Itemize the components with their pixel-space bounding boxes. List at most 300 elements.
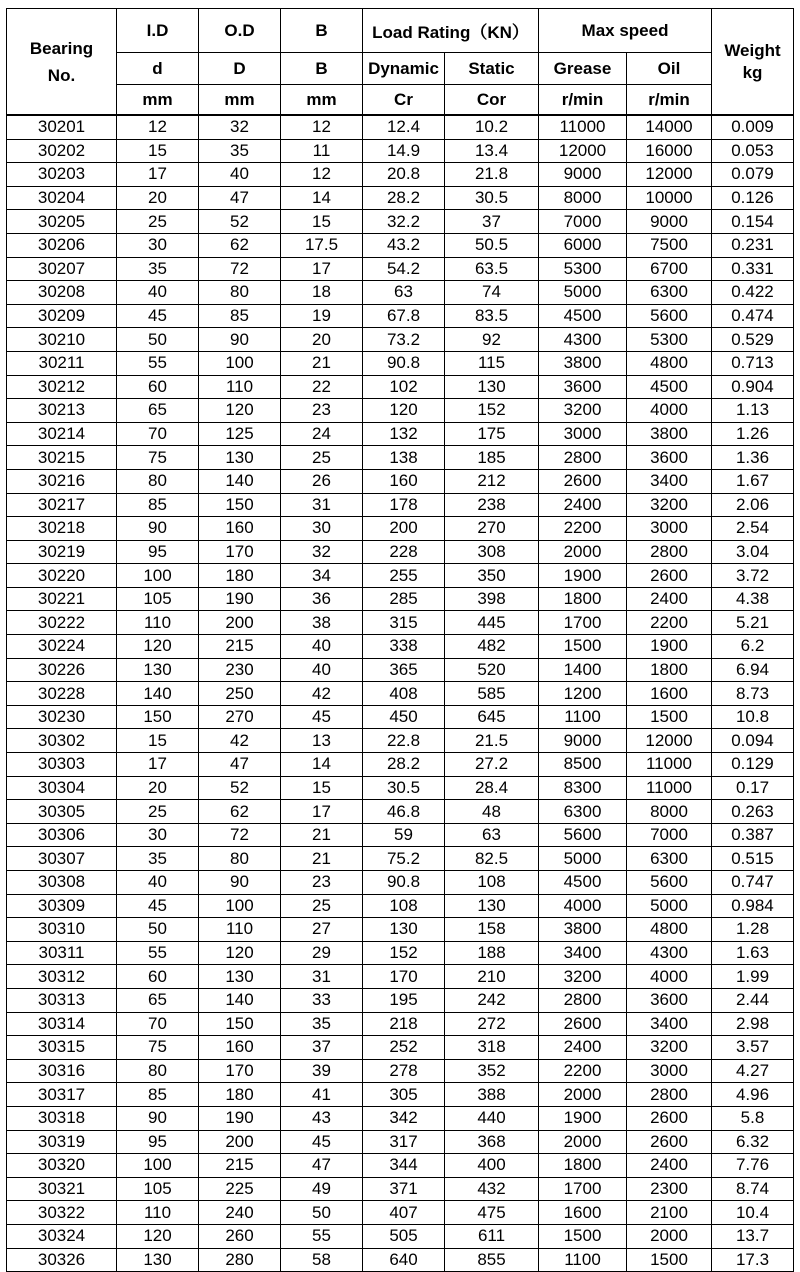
- cell-width-b: 50: [281, 1201, 363, 1225]
- cell-outer-diameter: 190: [199, 1106, 281, 1130]
- cell-width-b: 14: [281, 753, 363, 777]
- cell-weight: 0.094: [712, 729, 794, 753]
- cell-static-load: 48: [445, 800, 539, 824]
- header-bearing-line1: Bearing: [29, 38, 94, 58]
- cell-grease-speed: 2000: [539, 1130, 627, 1154]
- cell-static-load: 130: [445, 894, 539, 918]
- cell-oil-speed: 1500: [627, 705, 712, 729]
- cell-outer-diameter: 200: [199, 611, 281, 635]
- table-row: [7, 611, 794, 635]
- cell-outer-diameter: 160: [199, 517, 281, 541]
- cell-bearing-no: 30228: [7, 682, 117, 706]
- cell-static-load: 352: [445, 1059, 539, 1083]
- cell-static-load: 212: [445, 469, 539, 493]
- cell-inner-diameter: 75: [117, 446, 199, 470]
- cell-width-b: 45: [281, 1130, 363, 1154]
- header-symbol-d: d: [117, 53, 199, 85]
- table-row: [7, 894, 794, 918]
- cell-grease-speed: 4300: [539, 328, 627, 352]
- cell-dynamic-load: 32.2: [363, 210, 445, 234]
- cell-weight: 4.27: [712, 1059, 794, 1083]
- cell-dynamic-load: 408: [363, 682, 445, 706]
- cell-grease-speed: 3600: [539, 375, 627, 399]
- cell-inner-diameter: 80: [117, 469, 199, 493]
- cell-width-b: 42: [281, 682, 363, 706]
- cell-oil-speed: 1500: [627, 1248, 712, 1272]
- cell-bearing-no: 30206: [7, 233, 117, 257]
- table-row: [7, 587, 794, 611]
- cell-dynamic-load: 67.8: [363, 304, 445, 328]
- cell-outer-diameter: 150: [199, 493, 281, 517]
- cell-outer-diameter: 170: [199, 1059, 281, 1083]
- cell-dynamic-load: 200: [363, 517, 445, 541]
- cell-grease-speed: 4500: [539, 304, 627, 328]
- cell-inner-diameter: 65: [117, 988, 199, 1012]
- cell-bearing-no: 30212: [7, 375, 117, 399]
- cell-oil-speed: 14000: [627, 115, 712, 139]
- table-row: [7, 1154, 794, 1178]
- cell-dynamic-load: 120: [363, 399, 445, 423]
- cell-oil-speed: 6700: [627, 257, 712, 281]
- cell-dynamic-load: 22.8: [363, 729, 445, 753]
- cell-inner-diameter: 17: [117, 753, 199, 777]
- cell-width-b: 19: [281, 304, 363, 328]
- cell-outer-diameter: 52: [199, 210, 281, 234]
- cell-dynamic-load: 14.9: [363, 139, 445, 163]
- cell-grease-speed: 1600: [539, 1201, 627, 1225]
- cell-dynamic-load: 285: [363, 587, 445, 611]
- cell-weight: 10.8: [712, 705, 794, 729]
- cell-inner-diameter: 140: [117, 682, 199, 706]
- cell-width-b: 55: [281, 1224, 363, 1248]
- cell-bearing-no: 30315: [7, 1036, 117, 1060]
- cell-oil-speed: 2600: [627, 1106, 712, 1130]
- cell-grease-speed: 5000: [539, 847, 627, 871]
- cell-outer-diameter: 85: [199, 304, 281, 328]
- header-oil: Oil: [627, 53, 712, 85]
- cell-grease-speed: 8000: [539, 186, 627, 210]
- cell-outer-diameter: 215: [199, 635, 281, 659]
- cell-outer-diameter: 80: [199, 281, 281, 305]
- cell-grease-speed: 3800: [539, 918, 627, 942]
- cell-width-b: 22: [281, 375, 363, 399]
- cell-static-load: 400: [445, 1154, 539, 1178]
- cell-bearing-no: 30215: [7, 446, 117, 470]
- cell-static-load: 82.5: [445, 847, 539, 871]
- cell-static-load: 611: [445, 1224, 539, 1248]
- cell-grease-speed: 1400: [539, 658, 627, 682]
- cell-inner-diameter: 65: [117, 399, 199, 423]
- cell-bearing-no: 30310: [7, 918, 117, 942]
- cell-oil-speed: 6300: [627, 847, 712, 871]
- table-row: [7, 281, 794, 305]
- cell-outer-diameter: 225: [199, 1177, 281, 1201]
- cell-weight: 3.72: [712, 564, 794, 588]
- header-b: B: [281, 9, 363, 53]
- cell-weight: 1.28: [712, 918, 794, 942]
- cell-weight: 3.57: [712, 1036, 794, 1060]
- cell-static-load: 585: [445, 682, 539, 706]
- cell-oil-speed: 2400: [627, 587, 712, 611]
- cell-inner-diameter: 30: [117, 823, 199, 847]
- cell-grease-speed: 1700: [539, 1177, 627, 1201]
- cell-weight: 0.17: [712, 776, 794, 800]
- cell-grease-speed: 2800: [539, 446, 627, 470]
- cell-oil-speed: 12000: [627, 729, 712, 753]
- cell-oil-speed: 3600: [627, 446, 712, 470]
- cell-bearing-no: 30319: [7, 1130, 117, 1154]
- cell-bearing-no: 30205: [7, 210, 117, 234]
- cell-weight: 5.8: [712, 1106, 794, 1130]
- table-row: [7, 517, 794, 541]
- cell-grease-speed: 8300: [539, 776, 627, 800]
- cell-weight: 0.263: [712, 800, 794, 824]
- cell-dynamic-load: 46.8: [363, 800, 445, 824]
- cell-bearing-no: 30214: [7, 422, 117, 446]
- cell-width-b: 25: [281, 446, 363, 470]
- cell-oil-speed: 9000: [627, 210, 712, 234]
- cell-grease-speed: 1200: [539, 682, 627, 706]
- cell-static-load: 445: [445, 611, 539, 635]
- cell-dynamic-load: 12.4: [363, 115, 445, 139]
- cell-oil-speed: 4800: [627, 918, 712, 942]
- table-row: [7, 210, 794, 234]
- cell-weight: 0.387: [712, 823, 794, 847]
- cell-outer-diameter: 270: [199, 705, 281, 729]
- cell-width-b: 31: [281, 965, 363, 989]
- cell-width-b: 12: [281, 115, 363, 139]
- cell-weight: 0.984: [712, 894, 794, 918]
- cell-width-b: 24: [281, 422, 363, 446]
- cell-weight: 0.331: [712, 257, 794, 281]
- table-row: [7, 399, 794, 423]
- cell-dynamic-load: 73.2: [363, 328, 445, 352]
- header-grease: Grease: [539, 53, 627, 85]
- cell-bearing-no: 30311: [7, 941, 117, 965]
- cell-static-load: 242: [445, 988, 539, 1012]
- cell-bearing-no: 30207: [7, 257, 117, 281]
- cell-outer-diameter: 150: [199, 1012, 281, 1036]
- cell-outer-diameter: 110: [199, 918, 281, 942]
- cell-width-b: 39: [281, 1059, 363, 1083]
- table-row: [7, 847, 794, 871]
- cell-inner-diameter: 105: [117, 1177, 199, 1201]
- cell-dynamic-load: 108: [363, 894, 445, 918]
- cell-inner-diameter: 100: [117, 564, 199, 588]
- cell-grease-speed: 2800: [539, 988, 627, 1012]
- cell-grease-speed: 1500: [539, 635, 627, 659]
- cell-bearing-no: 30202: [7, 139, 117, 163]
- cell-oil-speed: 5000: [627, 894, 712, 918]
- cell-oil-speed: 5600: [627, 304, 712, 328]
- cell-grease-speed: 6300: [539, 800, 627, 824]
- cell-width-b: 21: [281, 847, 363, 871]
- cell-dynamic-load: 90.8: [363, 871, 445, 895]
- cell-width-b: 43: [281, 1106, 363, 1130]
- cell-weight: 5.21: [712, 611, 794, 635]
- cell-grease-speed: 11000: [539, 115, 627, 139]
- cell-oil-speed: 2100: [627, 1201, 712, 1225]
- cell-static-load: 37: [445, 210, 539, 234]
- cell-oil-speed: 3400: [627, 1012, 712, 1036]
- table-row: [7, 186, 794, 210]
- cell-grease-speed: 3400: [539, 941, 627, 965]
- cell-inner-diameter: 15: [117, 139, 199, 163]
- cell-static-load: 368: [445, 1130, 539, 1154]
- cell-inner-diameter: 40: [117, 281, 199, 305]
- cell-oil-speed: 5600: [627, 871, 712, 895]
- cell-bearing-no: 30303: [7, 753, 117, 777]
- cell-static-load: 21.5: [445, 729, 539, 753]
- cell-bearing-no: 30211: [7, 351, 117, 375]
- cell-oil-speed: 3600: [627, 988, 712, 1012]
- cell-weight: 0.129: [712, 753, 794, 777]
- table-row: [7, 823, 794, 847]
- table-row: [7, 257, 794, 281]
- cell-inner-diameter: 35: [117, 257, 199, 281]
- cell-inner-diameter: 110: [117, 611, 199, 635]
- cell-width-b: 14: [281, 186, 363, 210]
- cell-bearing-no: 30230: [7, 705, 117, 729]
- cell-width-b: 12: [281, 163, 363, 187]
- header-symbol-D: D: [199, 53, 281, 85]
- cell-width-b: 17: [281, 800, 363, 824]
- cell-inner-diameter: 60: [117, 375, 199, 399]
- cell-bearing-no: 30302: [7, 729, 117, 753]
- cell-outer-diameter: 80: [199, 847, 281, 871]
- cell-weight: 17.3: [712, 1248, 794, 1272]
- cell-oil-speed: 3000: [627, 517, 712, 541]
- cell-width-b: 20: [281, 328, 363, 352]
- cell-inner-diameter: 110: [117, 1201, 199, 1225]
- cell-grease-speed: 1700: [539, 611, 627, 635]
- cell-static-load: 130: [445, 375, 539, 399]
- cell-oil-speed: 2000: [627, 1224, 712, 1248]
- cell-bearing-no: 30322: [7, 1201, 117, 1225]
- cell-grease-speed: 2400: [539, 493, 627, 517]
- cell-weight: 2.44: [712, 988, 794, 1012]
- cell-grease-speed: 8500: [539, 753, 627, 777]
- cell-grease-speed: 1900: [539, 564, 627, 588]
- cell-bearing-no: 30309: [7, 894, 117, 918]
- cell-static-load: 63.5: [445, 257, 539, 281]
- cell-static-load: 398: [445, 587, 539, 611]
- cell-oil-speed: 1600: [627, 682, 712, 706]
- cell-oil-speed: 2600: [627, 1130, 712, 1154]
- cell-bearing-no: 30308: [7, 871, 117, 895]
- cell-weight: 6.94: [712, 658, 794, 682]
- cell-weight: 1.36: [712, 446, 794, 470]
- cell-outer-diameter: 35: [199, 139, 281, 163]
- cell-oil-speed: 7500: [627, 233, 712, 257]
- cell-oil-speed: 2800: [627, 540, 712, 564]
- cell-weight: 2.06: [712, 493, 794, 517]
- cell-width-b: 18: [281, 281, 363, 305]
- cell-width-b: 38: [281, 611, 363, 635]
- cell-width-b: 15: [281, 210, 363, 234]
- cell-inner-diameter: 100: [117, 1154, 199, 1178]
- table-row: [7, 705, 794, 729]
- cell-bearing-no: 30204: [7, 186, 117, 210]
- cell-dynamic-load: 371: [363, 1177, 445, 1201]
- table-row: [7, 1083, 794, 1107]
- cell-grease-speed: 6000: [539, 233, 627, 257]
- cell-dynamic-load: 178: [363, 493, 445, 517]
- table-header: [7, 9, 794, 116]
- cell-inner-diameter: 25: [117, 210, 199, 234]
- cell-inner-diameter: 20: [117, 776, 199, 800]
- cell-dynamic-load: 132: [363, 422, 445, 446]
- cell-bearing-no: 30312: [7, 965, 117, 989]
- cell-oil-speed: 2400: [627, 1154, 712, 1178]
- cell-static-load: 308: [445, 540, 539, 564]
- cell-oil-speed: 3800: [627, 422, 712, 446]
- cell-dynamic-load: 342: [363, 1106, 445, 1130]
- cell-outer-diameter: 90: [199, 328, 281, 352]
- cell-bearing-no: 30313: [7, 988, 117, 1012]
- table-row: [7, 493, 794, 517]
- cell-grease-speed: 5300: [539, 257, 627, 281]
- cell-outer-diameter: 62: [199, 800, 281, 824]
- cell-weight: 8.73: [712, 682, 794, 706]
- cell-grease-speed: 1800: [539, 587, 627, 611]
- cell-dynamic-load: 315: [363, 611, 445, 635]
- cell-inner-diameter: 120: [117, 1224, 199, 1248]
- cell-inner-diameter: 80: [117, 1059, 199, 1083]
- cell-inner-diameter: 120: [117, 635, 199, 659]
- cell-bearing-no: 30318: [7, 1106, 117, 1130]
- cell-weight: 0.529: [712, 328, 794, 352]
- cell-bearing-no: 30305: [7, 800, 117, 824]
- cell-weight: 0.053: [712, 139, 794, 163]
- cell-grease-speed: 1100: [539, 1248, 627, 1272]
- cell-oil-speed: 10000: [627, 186, 712, 210]
- cell-dynamic-load: 338: [363, 635, 445, 659]
- cell-bearing-no: 30218: [7, 517, 117, 541]
- cell-weight: 0.154: [712, 210, 794, 234]
- cell-static-load: 270: [445, 517, 539, 541]
- cell-static-load: 27.2: [445, 753, 539, 777]
- cell-bearing-no: 30326: [7, 1248, 117, 1272]
- cell-grease-speed: 3200: [539, 399, 627, 423]
- table-row: [7, 988, 794, 1012]
- table-row: [7, 540, 794, 564]
- header-unit-cor: Cor: [445, 85, 539, 116]
- cell-width-b: 41: [281, 1083, 363, 1107]
- cell-outer-diameter: 215: [199, 1154, 281, 1178]
- cell-outer-diameter: 72: [199, 257, 281, 281]
- cell-bearing-no: 30210: [7, 328, 117, 352]
- cell-width-b: 21: [281, 823, 363, 847]
- cell-static-load: 21.8: [445, 163, 539, 187]
- cell-grease-speed: 7000: [539, 210, 627, 234]
- cell-inner-diameter: 150: [117, 705, 199, 729]
- bearing-table: [6, 8, 794, 1272]
- cell-static-load: 210: [445, 965, 539, 989]
- cell-grease-speed: 4000: [539, 894, 627, 918]
- cell-width-b: 47: [281, 1154, 363, 1178]
- cell-static-load: 475: [445, 1201, 539, 1225]
- cell-bearing-no: 30320: [7, 1154, 117, 1178]
- cell-dynamic-load: 54.2: [363, 257, 445, 281]
- cell-bearing-no: 30224: [7, 635, 117, 659]
- cell-oil-speed: 4000: [627, 399, 712, 423]
- cell-grease-speed: 4500: [539, 871, 627, 895]
- cell-bearing-no: 30219: [7, 540, 117, 564]
- cell-outer-diameter: 32: [199, 115, 281, 139]
- cell-weight: 4.38: [712, 587, 794, 611]
- cell-static-load: 432: [445, 1177, 539, 1201]
- table-row: [7, 351, 794, 375]
- table-row: [7, 115, 794, 139]
- cell-outer-diameter: 130: [199, 446, 281, 470]
- cell-outer-diameter: 100: [199, 351, 281, 375]
- cell-bearing-no: 30316: [7, 1059, 117, 1083]
- table-row: [7, 1059, 794, 1083]
- cell-outer-diameter: 280: [199, 1248, 281, 1272]
- cell-inner-diameter: 15: [117, 729, 199, 753]
- header-weight-line1: Weight: [724, 40, 781, 60]
- cell-oil-speed: 4800: [627, 351, 712, 375]
- cell-outer-diameter: 240: [199, 1201, 281, 1225]
- cell-inner-diameter: 45: [117, 304, 199, 328]
- cell-outer-diameter: 140: [199, 988, 281, 1012]
- cell-grease-speed: 2000: [539, 540, 627, 564]
- table-row: [7, 163, 794, 187]
- header-unit-grease: r/min: [539, 85, 627, 116]
- cell-inner-diameter: 20: [117, 186, 199, 210]
- cell-dynamic-load: 505: [363, 1224, 445, 1248]
- cell-grease-speed: 2200: [539, 517, 627, 541]
- cell-outer-diameter: 120: [199, 941, 281, 965]
- cell-outer-diameter: 62: [199, 233, 281, 257]
- cell-bearing-no: 30213: [7, 399, 117, 423]
- cell-static-load: 13.4: [445, 139, 539, 163]
- cell-bearing-no: 30217: [7, 493, 117, 517]
- cell-outer-diameter: 52: [199, 776, 281, 800]
- cell-width-b: 37: [281, 1036, 363, 1060]
- cell-dynamic-load: 63: [363, 281, 445, 305]
- table-row: [7, 564, 794, 588]
- cell-inner-diameter: 95: [117, 540, 199, 564]
- table-row: [7, 800, 794, 824]
- table-row: [7, 233, 794, 257]
- cell-dynamic-load: 59: [363, 823, 445, 847]
- table-row: [7, 753, 794, 777]
- cell-bearing-no: 30324: [7, 1224, 117, 1248]
- cell-bearing-no: 30221: [7, 587, 117, 611]
- cell-oil-speed: 3000: [627, 1059, 712, 1083]
- cell-outer-diameter: 72: [199, 823, 281, 847]
- cell-static-load: 440: [445, 1106, 539, 1130]
- cell-width-b: 13: [281, 729, 363, 753]
- cell-dynamic-load: 160: [363, 469, 445, 493]
- cell-bearing-no: 30306: [7, 823, 117, 847]
- cell-dynamic-load: 28.2: [363, 753, 445, 777]
- cell-width-b: 34: [281, 564, 363, 588]
- cell-weight: 1.99: [712, 965, 794, 989]
- cell-oil-speed: 12000: [627, 163, 712, 187]
- cell-grease-speed: 5000: [539, 281, 627, 305]
- table-row: [7, 469, 794, 493]
- cell-inner-diameter: 35: [117, 847, 199, 871]
- cell-width-b: 45: [281, 705, 363, 729]
- cell-weight: 2.98: [712, 1012, 794, 1036]
- cell-oil-speed: 4500: [627, 375, 712, 399]
- cell-outer-diameter: 190: [199, 587, 281, 611]
- cell-weight: 0.079: [712, 163, 794, 187]
- cell-outer-diameter: 250: [199, 682, 281, 706]
